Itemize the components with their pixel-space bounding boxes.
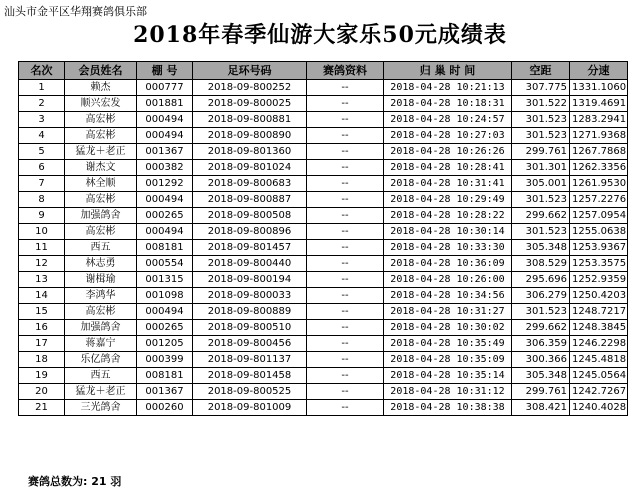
cell-rank: 15 xyxy=(19,304,65,320)
cell-pigeon-info: -- xyxy=(307,384,384,400)
cell-ring-no: 2018-09-801360 xyxy=(193,144,307,160)
cell-arrival-time: 2018-04-28 10:35:49 xyxy=(384,336,512,352)
cell-member-name: 三光鸽舍 xyxy=(65,400,137,416)
cell-distance: 301.523 xyxy=(512,128,570,144)
cell-rank: 4 xyxy=(19,128,65,144)
column-header-loft-no: 棚 号 xyxy=(137,62,193,80)
cell-pigeon-info: -- xyxy=(307,256,384,272)
cell-speed: 1252.9359 xyxy=(570,272,628,288)
cell-speed: 1242.7267 xyxy=(570,384,628,400)
cell-arrival-time: 2018-04-28 10:36:09 xyxy=(384,256,512,272)
cell-speed: 1248.7217 xyxy=(570,304,628,320)
club-name: 汕头市金平区华翔赛鸽俱乐部 xyxy=(4,5,147,18)
table-row xyxy=(19,240,628,256)
table-row xyxy=(19,208,628,224)
cell-loft-no: 000554 xyxy=(137,256,193,272)
cell-pigeon-info: -- xyxy=(307,368,384,384)
cell-speed: 1248.3845 xyxy=(570,320,628,336)
cell-speed: 1255.0638 xyxy=(570,224,628,240)
cell-distance: 301.523 xyxy=(512,304,570,320)
cell-ring-no: 2018-09-801458 xyxy=(193,368,307,384)
cell-distance: 301.523 xyxy=(512,112,570,128)
cell-member-name: 谢杰文 xyxy=(65,160,137,176)
cell-speed: 1253.3575 xyxy=(570,256,628,272)
cell-arrival-time: 2018-04-28 10:35:14 xyxy=(384,368,512,384)
cell-pigeon-info: -- xyxy=(307,176,384,192)
cell-rank: 2 xyxy=(19,96,65,112)
cell-distance: 295.696 xyxy=(512,272,570,288)
cell-rank: 7 xyxy=(19,176,65,192)
cell-rank: 14 xyxy=(19,288,65,304)
cell-member-name: 高宏彬 xyxy=(65,112,137,128)
cell-arrival-time: 2018-04-28 10:29:49 xyxy=(384,192,512,208)
cell-loft-no: 001098 xyxy=(137,288,193,304)
table-row xyxy=(19,96,628,112)
cell-arrival-time: 2018-04-28 10:26:00 xyxy=(384,272,512,288)
cell-loft-no: 000494 xyxy=(137,224,193,240)
cell-loft-no: 000494 xyxy=(137,304,193,320)
cell-loft-no: 008181 xyxy=(137,368,193,384)
column-header-speed: 分速 xyxy=(570,62,628,80)
cell-ring-no: 2018-09-800025 xyxy=(193,96,307,112)
table-row xyxy=(19,400,628,416)
cell-speed: 1257.2276 xyxy=(570,192,628,208)
cell-distance: 299.662 xyxy=(512,208,570,224)
cell-rank: 9 xyxy=(19,208,65,224)
table-row xyxy=(19,304,628,320)
cell-rank: 21 xyxy=(19,400,65,416)
cell-member-name: 西五 xyxy=(65,240,137,256)
cell-arrival-time: 2018-04-28 10:35:09 xyxy=(384,352,512,368)
cell-pigeon-info: -- xyxy=(307,336,384,352)
table-row xyxy=(19,368,628,384)
cell-loft-no: 000265 xyxy=(137,208,193,224)
cell-arrival-time: 2018-04-28 10:27:03 xyxy=(384,128,512,144)
cell-rank: 20 xyxy=(19,384,65,400)
cell-ring-no: 2018-09-800683 xyxy=(193,176,307,192)
cell-loft-no: 001205 xyxy=(137,336,193,352)
cell-arrival-time: 2018-04-28 10:31:41 xyxy=(384,176,512,192)
cell-speed: 1246.2298 xyxy=(570,336,628,352)
cell-distance: 306.279 xyxy=(512,288,570,304)
cell-member-name: 高宏彬 xyxy=(65,224,137,240)
column-header-member-name: 会员姓名 xyxy=(65,62,137,80)
cell-member-name: 李鸿华 xyxy=(65,288,137,304)
cell-distance: 301.522 xyxy=(512,96,570,112)
cell-loft-no: 000494 xyxy=(137,192,193,208)
cell-arrival-time: 2018-04-28 10:28:41 xyxy=(384,160,512,176)
table-row xyxy=(19,352,628,368)
cell-ring-no: 2018-09-800510 xyxy=(193,320,307,336)
cell-pigeon-info: -- xyxy=(307,96,384,112)
cell-loft-no: 001367 xyxy=(137,144,193,160)
cell-pigeon-info: -- xyxy=(307,144,384,160)
cell-pigeon-info: -- xyxy=(307,240,384,256)
cell-speed: 1319.4691 xyxy=(570,96,628,112)
cell-arrival-time: 2018-04-28 10:38:38 xyxy=(384,400,512,416)
column-header-rank: 名次 xyxy=(19,62,65,80)
table-row xyxy=(19,256,628,272)
cell-loft-no: 000494 xyxy=(137,112,193,128)
cell-ring-no: 2018-09-800252 xyxy=(193,80,307,96)
cell-member-name: 猛龙＋老正 xyxy=(65,384,137,400)
cell-speed: 1245.4818 xyxy=(570,352,628,368)
cell-loft-no: 000777 xyxy=(137,80,193,96)
cell-distance: 299.662 xyxy=(512,320,570,336)
cell-ring-no: 2018-09-800033 xyxy=(193,288,307,304)
cell-speed: 1271.9368 xyxy=(570,128,628,144)
cell-arrival-time: 2018-04-28 10:33:30 xyxy=(384,240,512,256)
cell-pigeon-info: -- xyxy=(307,400,384,416)
cell-arrival-time: 2018-04-28 10:31:27 xyxy=(384,304,512,320)
cell-rank: 1 xyxy=(19,80,65,96)
cell-rank: 10 xyxy=(19,224,65,240)
table-row xyxy=(19,112,628,128)
cell-pigeon-info: -- xyxy=(307,224,384,240)
cell-speed: 1257.0954 xyxy=(570,208,628,224)
cell-member-name: 西五 xyxy=(65,368,137,384)
cell-speed: 1261.9530 xyxy=(570,176,628,192)
cell-distance: 301.301 xyxy=(512,160,570,176)
cell-ring-no: 2018-09-800889 xyxy=(193,304,307,320)
cell-arrival-time: 2018-04-28 10:28:22 xyxy=(384,208,512,224)
cell-arrival-time: 2018-04-28 10:21:13 xyxy=(384,80,512,96)
cell-ring-no: 2018-09-801009 xyxy=(193,400,307,416)
cell-distance: 308.421 xyxy=(512,400,570,416)
cell-loft-no: 001315 xyxy=(137,272,193,288)
cell-member-name: 乐亿鸽舍 xyxy=(65,352,137,368)
cell-rank: 12 xyxy=(19,256,65,272)
column-header-pigeon-info: 赛鸽资料 xyxy=(307,62,384,80)
cell-member-name: 加强鸽舍 xyxy=(65,320,137,336)
table-row xyxy=(19,128,628,144)
cell-distance: 308.529 xyxy=(512,256,570,272)
cell-arrival-time: 2018-04-28 10:34:56 xyxy=(384,288,512,304)
cell-member-name: 加强鸽舍 xyxy=(65,208,137,224)
table-row xyxy=(19,272,628,288)
table-row xyxy=(19,336,628,352)
cell-rank: 8 xyxy=(19,192,65,208)
table-row xyxy=(19,80,628,96)
cell-arrival-time: 2018-04-28 10:30:14 xyxy=(384,224,512,240)
cell-speed: 1240.4028 xyxy=(570,400,628,416)
cell-ring-no: 2018-09-800896 xyxy=(193,224,307,240)
cell-pigeon-info: -- xyxy=(307,128,384,144)
cell-distance: 305.348 xyxy=(512,368,570,384)
cell-loft-no: 001881 xyxy=(137,96,193,112)
cell-ring-no: 2018-09-801137 xyxy=(193,352,307,368)
cell-pigeon-info: -- xyxy=(307,304,384,320)
cell-rank: 19 xyxy=(19,368,65,384)
cell-distance: 299.761 xyxy=(512,384,570,400)
cell-arrival-time: 2018-04-28 10:18:31 xyxy=(384,96,512,112)
cell-distance: 299.761 xyxy=(512,144,570,160)
table-row xyxy=(19,320,628,336)
cell-rank: 18 xyxy=(19,352,65,368)
cell-rank: 3 xyxy=(19,112,65,128)
cell-member-name: 谢楫瑜 xyxy=(65,272,137,288)
table-row xyxy=(19,176,628,192)
cell-rank: 11 xyxy=(19,240,65,256)
cell-distance: 300.366 xyxy=(512,352,570,368)
table-row xyxy=(19,144,628,160)
cell-speed: 1283.2941 xyxy=(570,112,628,128)
cell-distance: 305.001 xyxy=(512,176,570,192)
cell-ring-no: 2018-09-800440 xyxy=(193,256,307,272)
cell-pigeon-info: -- xyxy=(307,208,384,224)
cell-loft-no: 000265 xyxy=(137,320,193,336)
table-row xyxy=(19,288,628,304)
cell-ring-no: 2018-09-800508 xyxy=(193,208,307,224)
cell-loft-no: 008181 xyxy=(137,240,193,256)
cell-pigeon-info: -- xyxy=(307,272,384,288)
cell-rank: 16 xyxy=(19,320,65,336)
cell-speed: 1262.3356 xyxy=(570,160,628,176)
cell-loft-no: 000399 xyxy=(137,352,193,368)
cell-ring-no: 2018-09-800194 xyxy=(193,272,307,288)
cell-speed: 1245.0564 xyxy=(570,368,628,384)
cell-distance: 301.523 xyxy=(512,192,570,208)
cell-loft-no: 001292 xyxy=(137,176,193,192)
cell-pigeon-info: -- xyxy=(307,288,384,304)
cell-pigeon-info: -- xyxy=(307,352,384,368)
cell-distance: 301.523 xyxy=(512,224,570,240)
cell-member-name: 高宏彬 xyxy=(65,128,137,144)
cell-pigeon-info: -- xyxy=(307,192,384,208)
cell-arrival-time: 2018-04-28 10:31:12 xyxy=(384,384,512,400)
column-header-arrival-time: 归 巢 时 间 xyxy=(384,62,512,80)
cell-loft-no: 000382 xyxy=(137,160,193,176)
cell-ring-no: 2018-09-800890 xyxy=(193,128,307,144)
cell-member-name: 猛龙＋老正 xyxy=(65,144,137,160)
cell-speed: 1331.1060 xyxy=(570,80,628,96)
cell-rank: 13 xyxy=(19,272,65,288)
cell-member-name: 林全顺 xyxy=(65,176,137,192)
table-row xyxy=(19,160,628,176)
page-title: 2018年春季仙游大家乐50元成绩表 xyxy=(133,22,507,48)
cell-member-name: 蒋嘉宁 xyxy=(65,336,137,352)
cell-speed: 1250.4203 xyxy=(570,288,628,304)
cell-pigeon-info: -- xyxy=(307,112,384,128)
total-count: 赛鸽总数为: 21 羽 xyxy=(28,475,122,488)
cell-ring-no: 2018-09-800456 xyxy=(193,336,307,352)
cell-distance: 307.775 xyxy=(512,80,570,96)
cell-member-name: 高宏彬 xyxy=(65,192,137,208)
cell-rank: 6 xyxy=(19,160,65,176)
cell-rank: 17 xyxy=(19,336,65,352)
cell-arrival-time: 2018-04-28 10:24:57 xyxy=(384,112,512,128)
column-header-ring-no: 足环号码 xyxy=(193,62,307,80)
cell-loft-no: 000260 xyxy=(137,400,193,416)
cell-loft-no: 001367 xyxy=(137,384,193,400)
table-row xyxy=(19,224,628,240)
column-header-distance: 空距 xyxy=(512,62,570,80)
cell-arrival-time: 2018-04-28 10:30:02 xyxy=(384,320,512,336)
cell-ring-no: 2018-09-800881 xyxy=(193,112,307,128)
cell-speed: 1253.9367 xyxy=(570,240,628,256)
cell-pigeon-info: -- xyxy=(307,320,384,336)
header-row xyxy=(19,62,628,80)
cell-rank: 5 xyxy=(19,144,65,160)
cell-loft-no: 000494 xyxy=(137,128,193,144)
cell-pigeon-info: -- xyxy=(307,160,384,176)
cell-member-name: 林志勇 xyxy=(65,256,137,272)
table-row xyxy=(19,384,628,400)
cell-arrival-time: 2018-04-28 10:26:26 xyxy=(384,144,512,160)
cell-ring-no: 2018-09-801024 xyxy=(193,160,307,176)
table-body xyxy=(19,80,628,416)
table-row xyxy=(19,192,628,208)
cell-member-name: 赖杰 xyxy=(65,80,137,96)
cell-distance: 305.348 xyxy=(512,240,570,256)
cell-member-name: 顺兴宏发 xyxy=(65,96,137,112)
cell-ring-no: 2018-09-801457 xyxy=(193,240,307,256)
cell-member-name: 高宏彬 xyxy=(65,304,137,320)
cell-speed: 1267.7868 xyxy=(570,144,628,160)
cell-distance: 306.359 xyxy=(512,336,570,352)
cell-ring-no: 2018-09-800887 xyxy=(193,192,307,208)
results-table xyxy=(18,61,628,416)
cell-pigeon-info: -- xyxy=(307,80,384,96)
cell-ring-no: 2018-09-800525 xyxy=(193,384,307,400)
